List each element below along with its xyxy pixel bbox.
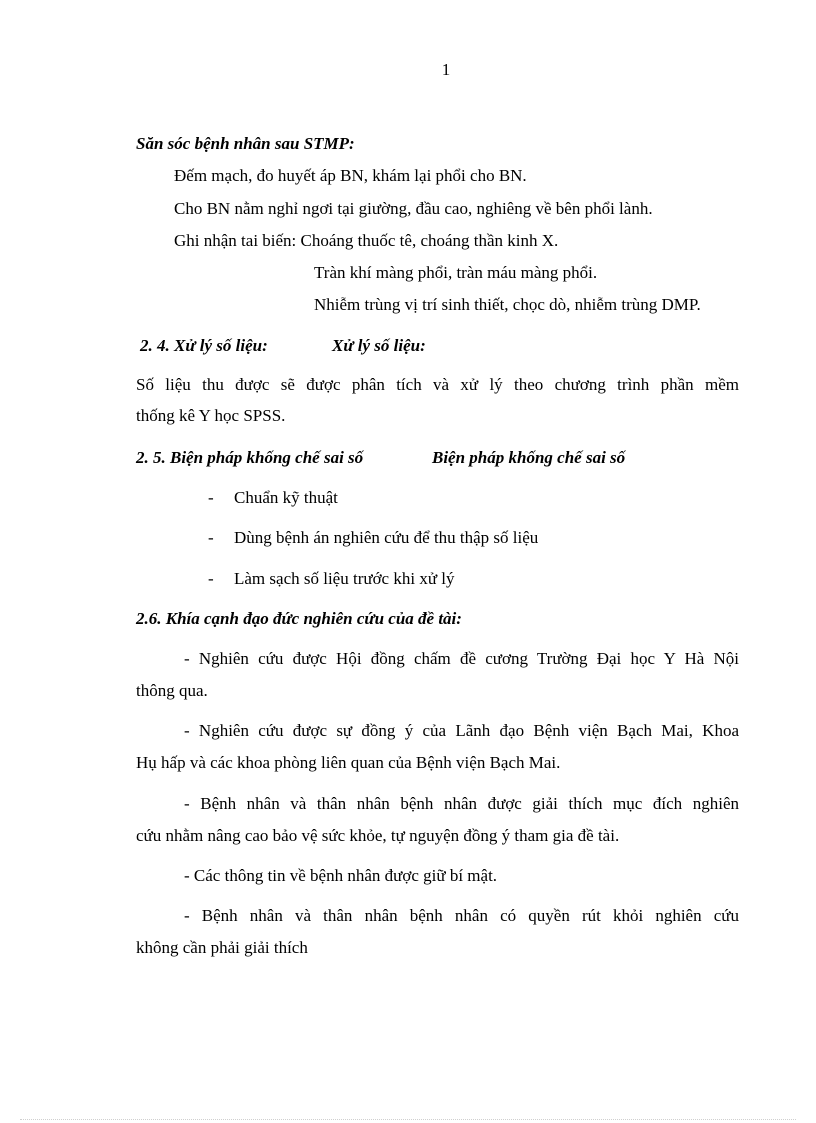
paragraph-line: Số liệu thu được sẽ được phân tích và xử lý theo chương trình phần mềm (136, 375, 739, 394)
list-item (208, 488, 338, 508)
bullet-marker: - (208, 569, 214, 588)
care-line: Nhiễm trùng vị trí sinh thiết, chọc dò, nhiễm trùng DMP. (314, 295, 701, 314)
paragraph-line: Hụ hấp và các khoa phòng liên quan của Bệnh viện Bạch Mai. (136, 753, 561, 772)
paragraph-line: cứu nhằm nâng cao bảo vệ sức khỏe, tự nguyện đồng ý tham gia đề tài. (136, 826, 620, 845)
paragraph-line: thống kê Y học SPSS. (136, 406, 286, 425)
paragraph-line: - Bệnh nhân và thân nhân bệnh nhân được giải thích mục đích nghiên (184, 794, 739, 813)
bullet-marker: - (208, 528, 214, 547)
list-item-text: Dùng bệnh án nghiên cứu để thu thập số liệu (234, 528, 539, 547)
bullet-marker: - (208, 488, 214, 507)
list-item (208, 569, 455, 589)
paragraph-line: - Nghiên cứu được Hội đồng chấm đề cương Trường Đại học Y Hà Nội (184, 649, 739, 668)
page-bottom-divider (20, 1119, 796, 1120)
section-heading-2-5: 2. 5. Biện pháp khống chế sai số (136, 448, 364, 467)
paragraph-line: - Các thông tin về bệnh nhân được giữ bí mật. (184, 866, 498, 885)
paragraph-line: thông qua. (136, 681, 208, 700)
list-item-text: Chuẩn kỹ thuật (234, 488, 338, 507)
care-line: Tràn khí màng phổi, tràn máu màng phổi. (314, 263, 598, 282)
paragraph-line: không cần phải giải thích (136, 938, 308, 957)
paragraph-line: - Bệnh nhân và thân nhân bệnh nhân có quyền rút khỏi nghiên cứu (184, 906, 739, 925)
care-line: Ghi nhận tai biến: Choáng thuốc tê, choáng thần kinh X. (174, 231, 559, 250)
list-item-text: Làm sạch số liệu trước khi xử lý (234, 569, 455, 588)
section-heading-2-5-repeat: Biện pháp khống chế sai số (432, 448, 626, 467)
page-number: 1 (441, 60, 451, 79)
list-item (208, 528, 538, 548)
section-heading-2-6: 2.6. Khía cạnh đạo đức nghiên cứu của đề tài: (136, 609, 462, 628)
care-line: Cho BN nằm nghỉ ngơi tại giường, đầu cao, nghiêng về bên phổi lành. (174, 199, 653, 218)
care-heading: Săn sóc bệnh nhân sau STMP: (136, 134, 355, 153)
section-heading-2-4: 2. 4. Xử lý số liệu: (140, 336, 268, 355)
paragraph-line: - Nghiên cứu được sự đồng ý của Lãnh đạo Bệnh viện Bạch Mai, Khoa (184, 721, 739, 740)
section-heading-2-4-repeat: Xử lý số liệu: (332, 336, 426, 355)
care-line: Đếm mạch, đo huyết áp BN, khám lại phổi cho BN. (174, 166, 527, 185)
